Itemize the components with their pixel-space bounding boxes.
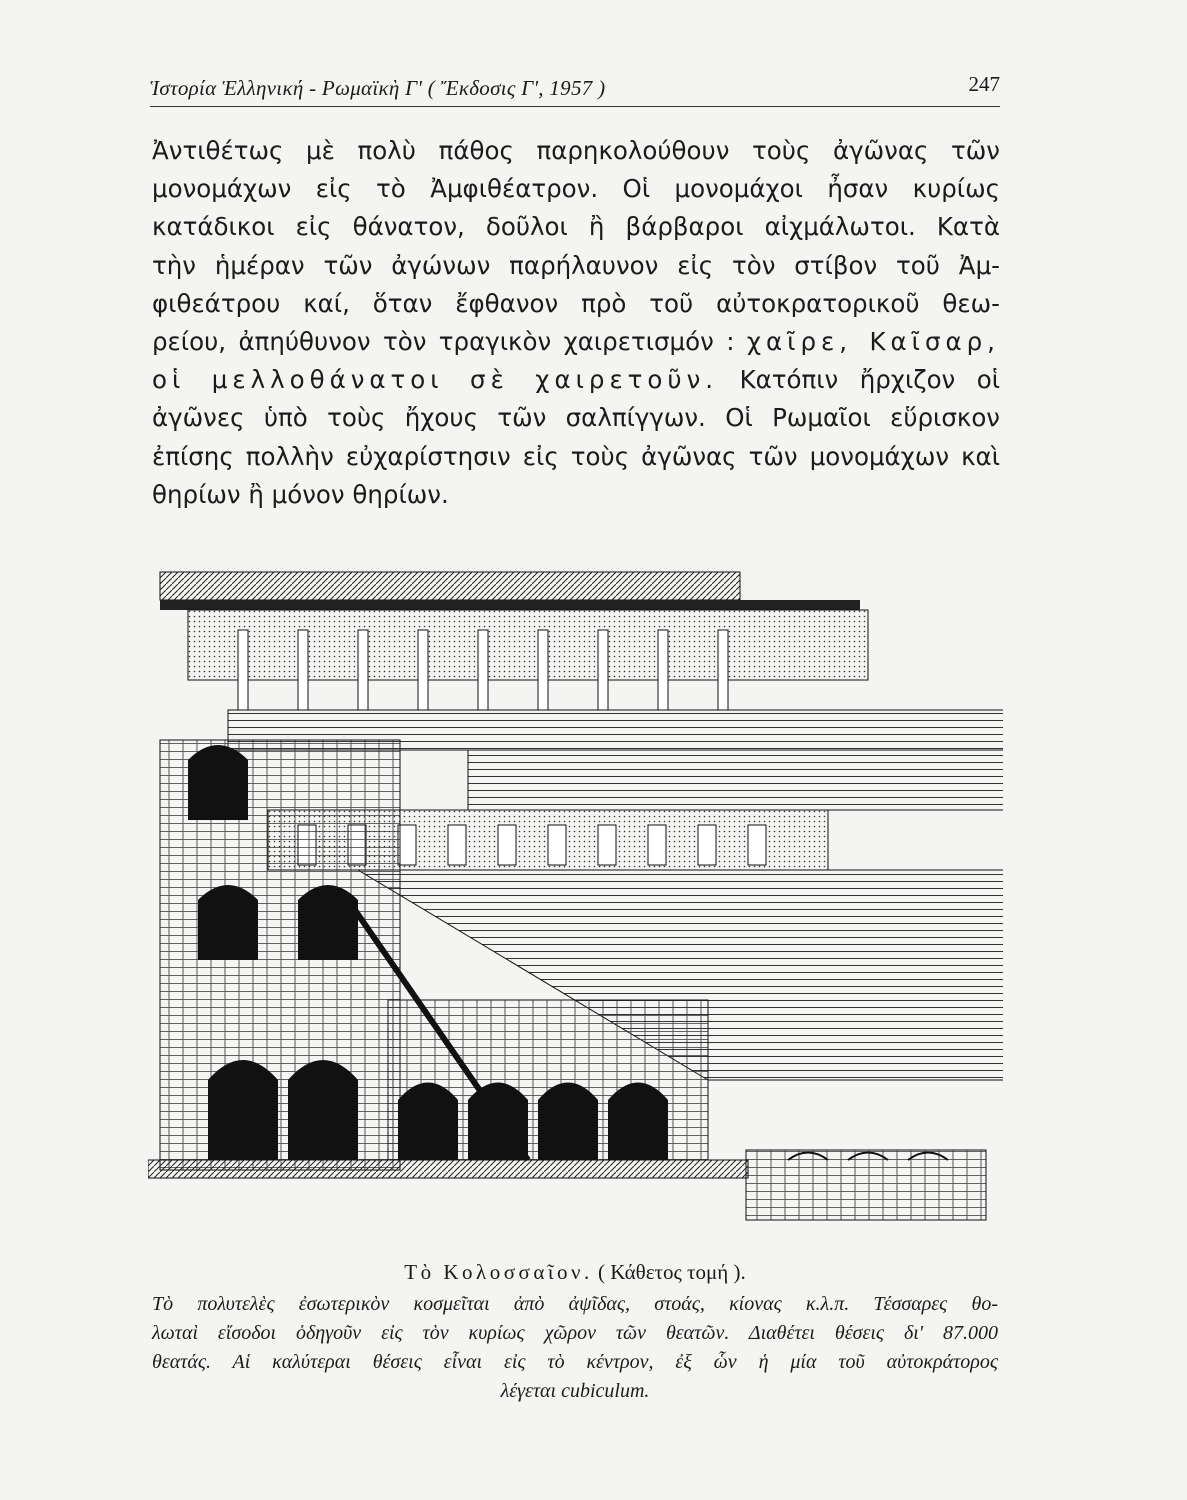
body-line: ἀγῶνες ὑπὸ τοὺς ἤχους τῶν σαλπίγγων. Οἱ Ρωμαῖοι εὕρισκον [152,403,1000,433]
body-line: θηρίων ἢ μόνον θηρίων. [152,479,449,509]
running-header [150,72,1000,107]
body-paragraph [152,132,1000,514]
caption-line: λέγεται cubiculum. [500,1380,650,1402]
body-line-fragment: Κατόπιν ἤρχιζον οἱ [739,365,1000,395]
figure-subtitle: ( Κάθετος τομή ). [598,1260,746,1284]
body-line: φιθεάτρου καί, ὅταν ἔφθανον πρὸ τοῦ αὐτοκρατορικοῦ θεω- [152,288,1000,318]
caption-line: Τὸ πολυτελὲς ἐσωτερικὸν κοσμεῖται ἀπὸ ἀψῖδας, στοάς, κίονας κ.λ.π. Τέσσαρες θο- [152,1293,998,1315]
body-line: μονομάχων εἰς τὸ Ἀμφιθέατρον. Οἱ μονομάχοι ἦσαν κυρίως [152,174,1000,204]
middle-seating [468,750,1003,810]
figure-caption-title [150,1260,1000,1285]
greeting-text: οἱ μελλοθάνατοι σὲ χαιρετοῦν. [152,365,719,395]
podium-section [746,1150,986,1220]
greeting-text: χαῖρε, Καῖσαρ, [746,327,1000,357]
roof-band [160,572,740,600]
page-number: 247 [968,72,1000,96]
cornice [160,600,860,610]
caption-line: λωταὶ εἴσοδοι ὁδηγοῦν εἰς τὸν κυρίως χῶρον τῶν θεατῶν. Διαθέτει θέσεις δι' 87.000 [152,1322,998,1344]
body-line: Ἀντιθέτως μὲ πολὺ πάθος παρηκολούθουν τοὺς ἀγῶνας τῶν [152,136,1000,165]
body-line: τὴν ἡμέραν τῶν ἀγώνων παρήλαυνον εἰς τὸν στίβον τοῦ Ἀμ- [152,250,1000,280]
caption-line: θεατάς. Αἱ καλύτεραι θέσεις εἶναι εἰς τὸ κέντρον, ἐξ ὧν ἡ μία τοῦ αὐτοκράτορος [152,1351,998,1373]
body-line: ἐπίσης πολλὴν εὐχαρίστησιν εἰς τοὺς ἀγῶνας τῶν μονομάχων καὶ [152,441,1000,471]
upper-gallery [188,610,868,680]
colosseum-section-illustration [148,560,1003,1230]
body-line-with-greeting [152,361,1000,399]
ground-base [148,1160,748,1178]
engraving-drawing [148,560,1003,1230]
body-line-with-greeting [152,323,1000,361]
body-line: κατάδικοι εἰς θάνατον, δοῦλοι ἢ βάρβαροι αἰχμάλωτοι. Κατὰ [152,212,1000,242]
figure-caption-text [152,1290,998,1406]
figure-name: Τὸ Κολοσσαῖον. [404,1260,593,1284]
body-line-fragment: ρείου, ἀπηύθυνον τὸν τραγικὸν χαιρετισμόν : [152,327,735,357]
running-title: Ἱστορία Ἑλληνική - Ρωμαϊκὴ Γ' ( Ἔκδοσις Γ', 1957 ) [150,76,606,100]
